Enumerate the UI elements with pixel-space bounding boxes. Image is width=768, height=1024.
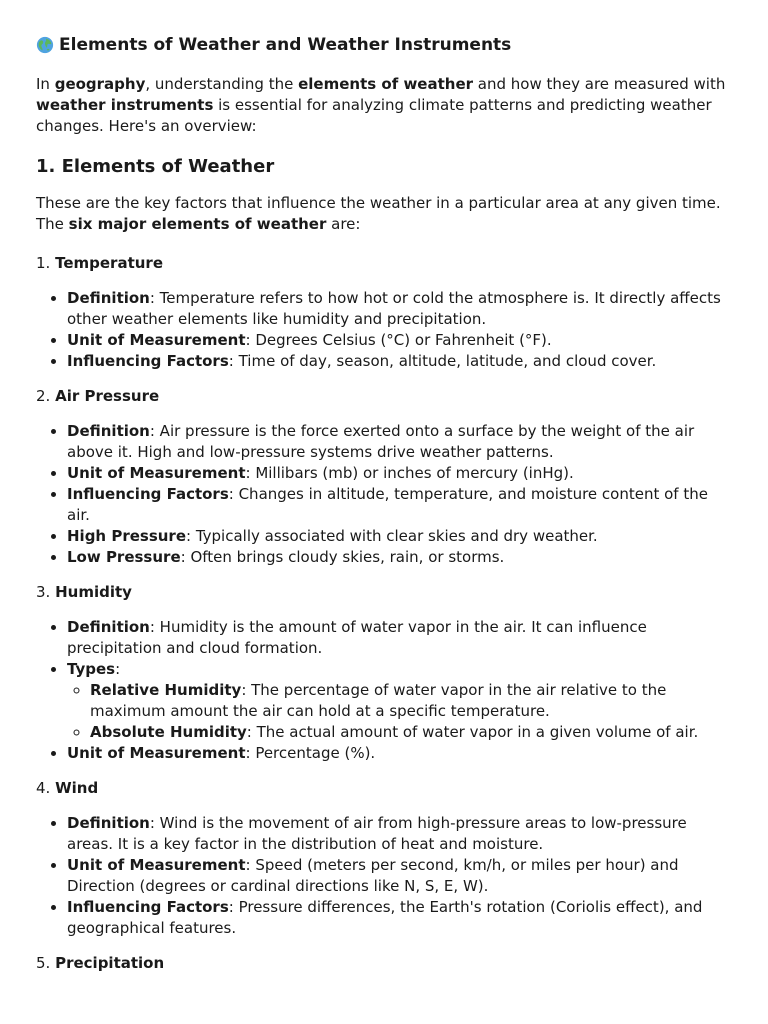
list-item: • Influencing Factors: Changes in altitude, temperature, and moisture content of the air. [67, 484, 732, 526]
element-heading-wind: 4. Wind [36, 779, 99, 797]
globe-icon [36, 36, 54, 54]
intro-paragraph: In geography, understanding the elements of weather and how they are measured with weather instruments is essential for analyzing climate patterns and predicting weather changes. Here's an overview: [36, 75, 726, 135]
temperature-list [36, 288, 732, 372]
air-pressure-list [36, 421, 732, 568]
element-heading-air-pressure: 2. Air Pressure [36, 387, 160, 405]
list-item: • Unit of Measurement: Percentage (%). [67, 743, 732, 764]
list-item: • Influencing Factors: Pressure differences, the Earth's rotation (Coriolis effect), and geographical features. [67, 897, 732, 939]
list-item: • Influencing Factors: Time of day, season, altitude, latitude, and cloud cover. [67, 351, 732, 372]
list-item: • Types: ◦ Relative Humidity: The percentage of water vapor in the air relative to the maximum amount the air can hold at a specific temperature. ◦ Absolute Humidity: The actual amount of water vapor in a given volume of air. [67, 659, 732, 743]
section-intro: These are the key factors that influence the weather in a particular area at any given time. The six major elements of weather are: [36, 194, 721, 233]
list-item: • Definition: Humidity is the amount of water vapor in the air. It can influence precipitation and cloud formation. [67, 617, 732, 659]
humidity-types-list [67, 680, 732, 743]
list-item: • Definition: Temperature refers to how hot or cold the atmosphere is. It directly affects other weather elements like humidity and precipitation. [67, 288, 732, 330]
list-item: • Definition: Wind is the movement of air from high-pressure areas to low-pressure areas. It is a key factor in the distribution of heat and moisture. [67, 813, 732, 855]
element-heading-precipitation: 5. Precipitation [36, 954, 165, 972]
list-item: • Unit of Measurement: Speed (meters per second, km/h, or miles per hour) and Direction (degrees or cardinal directions like N, S, E, W). [67, 855, 732, 897]
element-heading-humidity: 3. Humidity [36, 583, 132, 601]
sub-list-item: ◦ Relative Humidity: The percentage of water vapor in the air relative to the maximum amount the air can hold at a specific temperature. [90, 680, 732, 722]
list-item: • Definition: Air pressure is the force exerted onto a surface by the weight of the air above it. High and low-pressure systems drive weather patterns. [67, 421, 732, 463]
list-item: • Low Pressure: Often brings cloudy skies, rain, or storms. [67, 547, 732, 568]
list-item: • Unit of Measurement: Degrees Celsius (°C) or Fahrenheit (°F). [67, 330, 732, 351]
list-item: • Unit of Measurement: Millibars (mb) or inches of mercury (inHg). [67, 463, 732, 484]
section-heading: 1. Elements of Weather [36, 156, 275, 177]
page-title: Elements of Weather and Weather Instruments [36, 34, 732, 56]
element-heading-temperature: 1. Temperature [36, 254, 163, 272]
wind-list [36, 813, 732, 939]
sub-list-item: ◦ Absolute Humidity: The actual amount of water vapor in a given volume of air. [90, 722, 732, 743]
list-item: • High Pressure: Typically associated with clear skies and dry weather. [67, 526, 732, 547]
humidity-list [36, 617, 732, 764]
